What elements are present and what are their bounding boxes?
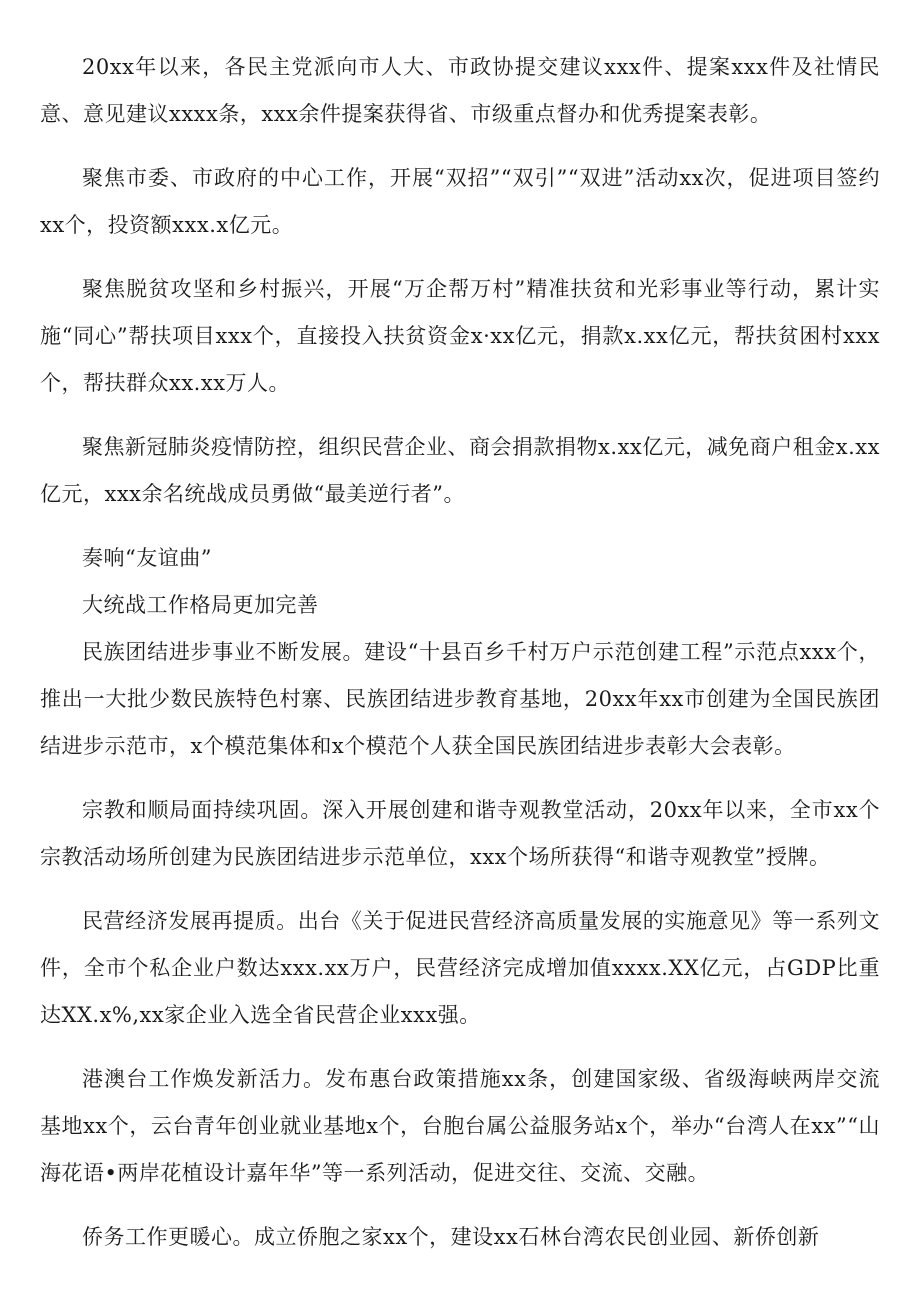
paragraph-overseas-chinese: 侨务工作更暖心。成立侨胞之家xx个，建设xx石林台湾农民创业园、新侨创新 bbox=[82, 1225, 820, 1249]
paragraph-investment: 聚焦市委、市政府的中心工作，开展“双招”“双引”“双进”活动xx次，促进项目签约xx个，投资额xxx.x亿元。 bbox=[40, 166, 880, 237]
paragraph-poverty-alleviation: 聚焦脱贫攻坚和乡村振兴，开展“万企帮万村”精准扶贫和光彩事业等行动，累计实施“同心”帮扶项目xxx个，直接投入扶贫资金x·xx亿元，捐款x.xx亿元，帮扶贫困村xxx个，帮扶群众xx.xx万人。 bbox=[40, 277, 880, 395]
paragraph-proposals: 20xx年以来，各民主党派向市人大、市政协提交建议xxx件、提案xxx件及社情民意、意见建议xxxx条，xxx余件提案获得省、市级重点督办和优秀提案表彰。 bbox=[40, 55, 880, 126]
paragraph-epidemic: 聚焦新冠肺炎疫情防控，组织民营企业、商会捐款捐物x.xx亿元，减免商户租金x.xx亿元，xxx余名统战成员勇做“最美逆行者”。 bbox=[40, 435, 880, 506]
paragraph-ethnic-unity: 民族团结进步事业不断发展。建设“十县百乡千村万户示范创建工程”示范点xxx个，推出一大批少数民族特色村寨、民族团结进步教育基地，20xx年xx市创建为全国民族团结进步示范市，x个模范集体和x个模范个人获全国民族团结进步表彰大会表彰。 bbox=[40, 640, 880, 758]
section-heading-united-front: 大统战工作格局更加完善 bbox=[82, 593, 319, 617]
paragraph-religion: 宗教和顺局面持续巩固。深入开展创建和谐寺观教堂活动，20xx年以来，全市xx个宗教活动场所创建为民族团结进步示范单位，xxx个场所获得“和谐寺观教堂”授牌。 bbox=[40, 798, 880, 869]
paragraph-hk-macao-taiwan: 港澳台工作焕发新活力。发布惠台政策措施xx条，创建国家级、省级海峡两岸交流基地xx个，云台青年创业就业基地x个，台胞台属公益服务站x个，举办“台湾人在xx”“山海花语•两岸花植设计嘉年华”等一系列活动，促进交往、交流、交融。 bbox=[40, 1067, 880, 1185]
section-heading-friendship: 奏响“友谊曲” bbox=[82, 546, 212, 570]
paragraph-private-economy: 民营经济发展再提质。出台《关于促进民营经济高质量发展的实施意见》等一系列文件，全市个私企业户数达xxx.xx万户，民营经济完成增加值xxxx.XX亿元，占GDP比重达XX.x%,xx家企业入选全省民营企业xxx强。 bbox=[40, 909, 880, 1027]
